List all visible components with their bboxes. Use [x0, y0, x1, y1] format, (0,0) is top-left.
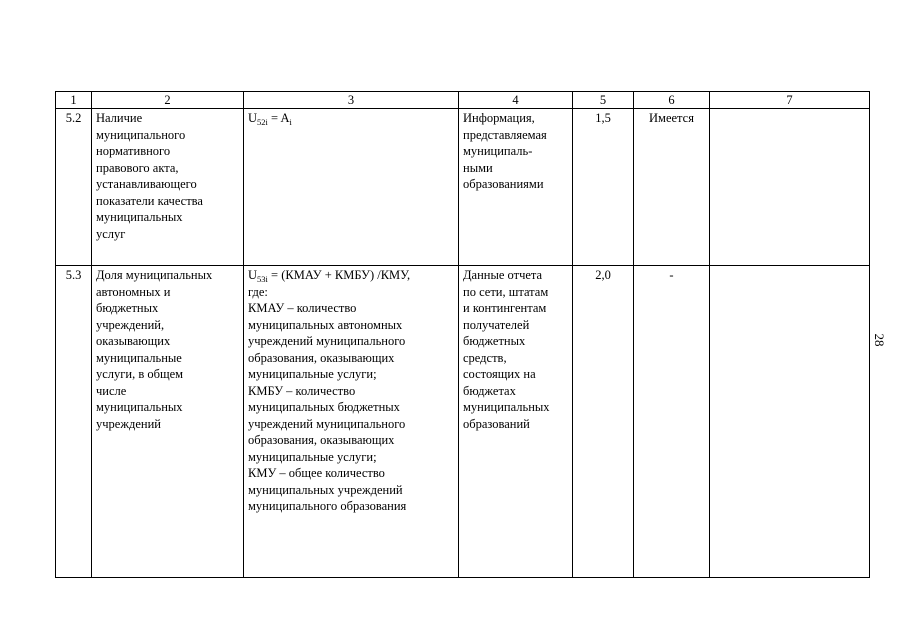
header-cell-1: 1: [56, 92, 92, 109]
formula-cell: [244, 266, 459, 578]
formula-lhs: U: [248, 111, 258, 125]
table-row: [56, 109, 870, 266]
formula-rhs-subscript: i: [289, 117, 292, 127]
formula-cell: [244, 109, 459, 266]
formula-rhs: = A: [267, 111, 290, 125]
formula-explanation: где: КМАУ – количество муниципальных автономных учреждений муниципального образования, оказывающих муниципальные услуги; КМБУ – количество муниципальных бюджетных учреждений муниципального образования, оказывающих муниципальные услуги; КМУ – общее количество муниципальных учреждений муниципального образования: [248, 284, 407, 513]
row-number-cell: 5.2: [56, 109, 92, 266]
formula-lhs: U: [248, 268, 258, 282]
header-cell-2: 2: [92, 92, 244, 109]
formula-subscript: 52i: [257, 117, 268, 127]
header-cell-7: 7: [710, 92, 870, 109]
row-number-cell: 5.3: [56, 266, 92, 578]
page-number: 28: [872, 333, 887, 347]
header-cell-3: 3: [244, 92, 459, 109]
header-cell-6: 6: [634, 92, 710, 109]
header-cell-4: 4: [459, 92, 573, 109]
indicators-table: [55, 91, 870, 578]
source-cell: Информация, представляемая муниципаль- ными образованиями: [459, 109, 573, 266]
formula-rhs: = (КМАУ + КМБУ) /КМУ,: [267, 268, 411, 282]
indicator-name-cell: Наличие муниципального нормативного правового акта, устанавливающего показатели качества муниципальных услуг: [92, 109, 244, 266]
col7-cell: [710, 109, 870, 266]
status-cell: Имеется: [634, 109, 710, 266]
status-cell: -: [634, 266, 710, 578]
table-row: [56, 266, 870, 578]
weight-cell: 2,0: [573, 266, 634, 578]
indicator-name-cell: Доля муниципальных автономных и бюджетных учреждений, оказывающих муниципальные услуги, в общем числе муниципальных учреждений: [92, 266, 244, 578]
source-cell: Данные отчета по сети, штатам и контингентам получателей бюджетных средств, состоящих на бюджетах муниципальных образований: [459, 266, 573, 578]
col7-cell: [710, 266, 870, 578]
weight-cell: 1,5: [573, 109, 634, 266]
formula-subscript: 53i: [257, 274, 268, 284]
table-header-row: [56, 92, 870, 109]
header-cell-5: 5: [573, 92, 634, 109]
